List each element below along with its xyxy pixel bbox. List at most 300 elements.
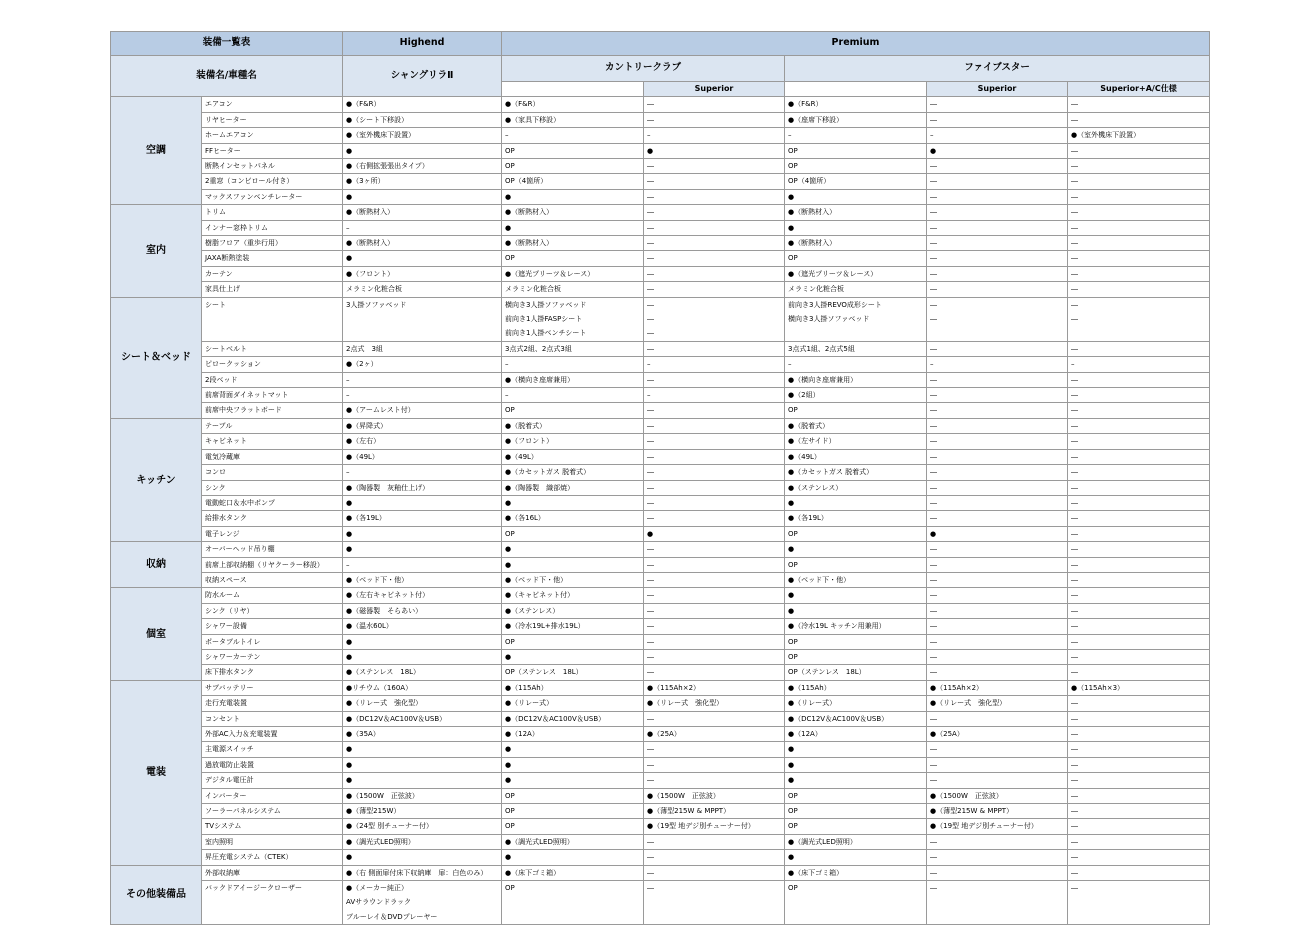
value-cell-five-star: ● — [785, 850, 927, 865]
value-cell-country-superior: ●（25A） — [644, 727, 785, 742]
value-cell-country-superior: ― — [644, 511, 785, 526]
value-cell-shangri-la: ●（薄型215W） — [343, 804, 502, 819]
value-cell-five-superior-ac: ― — [1068, 711, 1210, 726]
value-cell-five-star: ●（断熱材入） — [785, 236, 927, 251]
table-row — [111, 819, 1210, 834]
value-cell-country-superior: ― — [644, 495, 785, 510]
table-row — [111, 418, 1210, 433]
value-cell-country-club: OP — [502, 251, 644, 266]
value-cell-country-superior: ― — [644, 850, 785, 865]
value-cell-shangri-la: ●（24型 別チューナー付） — [343, 819, 502, 834]
value-cell-five-superior: ― — [927, 189, 1068, 204]
value-cell-shangri-la: ●（昇降式） — [343, 418, 502, 433]
value-cell-five-superior: ― — [927, 112, 1068, 127]
value-cell-five-superior-ac: ― — [1068, 341, 1210, 356]
value-cell-five-superior-ac: ― — [1068, 572, 1210, 587]
item-name: バックドアイージークローザー — [202, 881, 343, 925]
value-cell-five-superior: ― — [927, 742, 1068, 757]
value-cell-country-superior: ― — [644, 449, 785, 464]
value-cell-five-star: ●（横向き座席兼用） — [785, 372, 927, 387]
item-name: ソーラーパネルシステム — [202, 804, 343, 819]
value-cell-five-star: ● — [785, 220, 927, 235]
value-cell-country-club: ●（脱着式） — [502, 418, 644, 433]
value-cell-shangri-la: ● — [343, 773, 502, 788]
value-cell-five-superior-ac: ― — [1068, 372, 1210, 387]
value-cell-country-club: ●（調光式LED照明） — [502, 834, 644, 849]
value-cell-five-star: ●（2組） — [785, 388, 927, 403]
value-cell-country-club: ● — [502, 773, 644, 788]
value-cell-country-superior: ― — [644, 97, 785, 112]
value-cell-five-superior: ― — [927, 757, 1068, 772]
value-cell-five-superior: ― — [927, 159, 1068, 174]
item-name: 電気冷蔵庫 — [202, 449, 343, 464]
category-cell: 個室 — [111, 588, 202, 680]
value-cell-shangri-la: ●リチウム（160A） — [343, 680, 502, 695]
value-cell-country-superior: ― — [644, 465, 785, 480]
value-line: 前向き3人掛REVO成形シート — [788, 300, 882, 309]
value-cell-country-superior: ●（19型 地デジ別チューナー付） — [644, 819, 785, 834]
value-cell-country-superior: ― — [644, 480, 785, 495]
value-cell-five-superior-ac: ― — [1068, 495, 1210, 510]
value-cell-country-club: OP — [502, 819, 644, 834]
value-cell-country-superior: ●（リレー式 強化型） — [644, 696, 785, 711]
value-cell-country-superior: ― — [644, 220, 785, 235]
value-cell-five-superior-ac: ― — [1068, 542, 1210, 557]
value-cell-shangri-la: ●（温水60L） — [343, 619, 502, 634]
value-cell-shangri-la: ● — [343, 634, 502, 649]
value-cell-five-superior: ● — [927, 526, 1068, 541]
value-cell-country-club: メラミン化粧合板 — [502, 282, 644, 297]
item-name: 室内照明 — [202, 834, 343, 849]
value-cell-country-club — [502, 297, 644, 341]
value-cell-five-superior-ac: ●（室外機床下設置） — [1068, 128, 1210, 143]
value-cell-country-superior: ― — [644, 603, 785, 618]
table-row — [111, 480, 1210, 495]
table-row — [111, 711, 1210, 726]
value-cell-five-superior: ― — [927, 495, 1068, 510]
equipment-table — [110, 31, 1210, 925]
value-line: 前向き1人掛FASPシート — [505, 315, 583, 324]
value-cell-country-club: OP — [502, 143, 644, 158]
value-line: 3人掛ソファベッド — [346, 300, 407, 309]
value-cell-shangri-la: ●（1500W 正弦波） — [343, 788, 502, 803]
value-cell-shangri-la — [343, 297, 502, 341]
value-cell-five-superior-ac: ― — [1068, 757, 1210, 772]
value-cell-five-superior-ac: ― — [1068, 143, 1210, 158]
item-name: 2重窓（コンビロール付き） — [202, 174, 343, 189]
value-cell-country-superior: ― — [644, 266, 785, 281]
value-cell-five-superior-ac: ― — [1068, 511, 1210, 526]
value-cell-country-club: ● — [502, 189, 644, 204]
value-cell-country-superior: ― — [644, 159, 785, 174]
item-name: シンク（リヤ） — [202, 603, 343, 618]
value-cell-country-club: ● — [502, 850, 644, 865]
value-cell-country-superior: ― — [644, 557, 785, 572]
category-cell: 室内 — [111, 205, 202, 297]
value-cell-five-star: ●（49L） — [785, 449, 927, 464]
value-cell-country-superior: ●（115Ah×2） — [644, 680, 785, 695]
value-cell-shangri-la: ●（2ヶ） — [343, 357, 502, 372]
table-row — [111, 757, 1210, 772]
value-cell-shangri-la: – — [343, 372, 502, 387]
value-cell-country-club: ●（115Ah） — [502, 680, 644, 695]
value-cell-country-club: ●（F&R） — [502, 97, 644, 112]
value-cell-country-superior: ●（1500W 正弦波） — [644, 788, 785, 803]
value-cell-five-superior: ― — [927, 834, 1068, 849]
value-cell-five-star: OP（4箇所） — [785, 174, 927, 189]
value-cell-five-superior: ― — [927, 388, 1068, 403]
table-row — [111, 727, 1210, 742]
category-cell: シート＆ベッド — [111, 297, 202, 418]
item-name: JAXA断熱塗装 — [202, 251, 343, 266]
value-cell-shangri-la: ●（フロント） — [343, 266, 502, 281]
value-line: ― — [930, 884, 938, 893]
value-cell-shangri-la: ●（ベッド下・他） — [343, 572, 502, 587]
value-cell-country-superior: ― — [644, 542, 785, 557]
value-cell-five-superior: ― — [927, 603, 1068, 618]
model-country-club: カントリークラブ — [502, 56, 785, 82]
value-cell-country-club: ●（ステンレス） — [502, 603, 644, 618]
table-row — [111, 557, 1210, 572]
item-name: 防水ルーム — [202, 588, 343, 603]
value-line: ― — [647, 315, 655, 324]
value-cell-country-superior: ― — [644, 236, 785, 251]
value-cell-five-superior: ― — [927, 557, 1068, 572]
value-line: ― — [1071, 884, 1079, 893]
value-cell-five-superior: ●（1500W 正弦波） — [927, 788, 1068, 803]
item-name: キャビネット — [202, 434, 343, 449]
value-cell-country-superior: ― — [644, 865, 785, 880]
category-cell: その他装備品 — [111, 865, 202, 925]
item-name: 給排水タンク — [202, 511, 343, 526]
value-cell-five-superior-ac: ― — [1068, 251, 1210, 266]
value-cell-country-club: ●（横向き座席兼用） — [502, 372, 644, 387]
item-name: インナー窓枠トリム — [202, 220, 343, 235]
value-cell-five-superior: ― — [927, 665, 1068, 680]
value-cell-five-superior: – — [927, 128, 1068, 143]
value-cell-shangri-la: ●（左右） — [343, 434, 502, 449]
value-cell-shangri-la: – — [343, 557, 502, 572]
item-name: シート — [202, 297, 343, 341]
value-cell-country-club: OP — [502, 634, 644, 649]
value-cell-shangri-la: ●（リレー式 強化型） — [343, 696, 502, 711]
item-name: FFヒーター — [202, 143, 343, 158]
value-cell-shangri-la: ● — [343, 251, 502, 266]
value-cell-country-club: ●（フロント） — [502, 434, 644, 449]
item-name: コンロ — [202, 465, 343, 480]
value-cell-country-superior: ― — [644, 742, 785, 757]
table-row — [111, 236, 1210, 251]
value-cell-five-superior-ac: ― — [1068, 236, 1210, 251]
table-row — [111, 174, 1210, 189]
item-name: オーバーヘッド吊り棚 — [202, 542, 343, 557]
value-cell-five-superior: ― — [927, 465, 1068, 480]
value-cell-five-star: OP — [785, 159, 927, 174]
value-cell-five-star: OP — [785, 557, 927, 572]
value-cell-country-superior: ― — [644, 711, 785, 726]
value-cell-country-club — [502, 881, 644, 925]
value-cell-five-superior: ― — [927, 480, 1068, 495]
table-row — [111, 372, 1210, 387]
value-cell-shangri-la — [343, 881, 502, 925]
value-cell-five-superior-ac: ― — [1068, 449, 1210, 464]
value-cell-five-superior-ac: ― — [1068, 865, 1210, 880]
value-cell-country-superior: – — [644, 357, 785, 372]
value-cell-five-star: – — [785, 128, 927, 143]
item-name: 走行充電装置 — [202, 696, 343, 711]
item-name: シャワー設備 — [202, 619, 343, 634]
value-cell-shangri-la: ●（調光式LED照明） — [343, 834, 502, 849]
value-cell-country-superior: ― — [644, 572, 785, 587]
value-cell-five-superior-ac: ― — [1068, 174, 1210, 189]
table-row — [111, 357, 1210, 372]
value-cell-shangri-la: ●（シート下移設） — [343, 112, 502, 127]
table-row — [111, 742, 1210, 757]
value-cell-country-club: – — [502, 128, 644, 143]
value-cell-five-star: ● — [785, 742, 927, 757]
value-line: OP — [505, 884, 515, 893]
item-name: 電子レンジ — [202, 526, 343, 541]
item-name: 収納スペース — [202, 572, 343, 587]
value-cell-five-superior-ac: ― — [1068, 804, 1210, 819]
value-cell-country-superior: ― — [644, 372, 785, 387]
value-cell-five-star: ● — [785, 773, 927, 788]
value-cell-shangri-la: – — [343, 465, 502, 480]
value-cell-five-star: ● — [785, 542, 927, 557]
value-cell-five-superior-ac: ●（115Ah×3） — [1068, 680, 1210, 695]
value-cell-five-star — [785, 297, 927, 341]
value-cell-shangri-la: ● — [343, 649, 502, 664]
item-name: デジタル電圧計 — [202, 773, 343, 788]
value-cell-five-star: OP — [785, 526, 927, 541]
value-cell-five-superior: – — [927, 357, 1068, 372]
table-row — [111, 159, 1210, 174]
value-cell-country-club: ●（各16L） — [502, 511, 644, 526]
item-name: ピロークッション — [202, 357, 343, 372]
value-cell-five-superior: ― — [927, 282, 1068, 297]
value-cell-five-star: ●（リレー式） — [785, 696, 927, 711]
value-cell-five-superior-ac: ― — [1068, 266, 1210, 281]
value-line: ブルーレイ＆DVDプレーヤー — [346, 912, 438, 921]
value-cell-country-club: ●（冷水19L+排水19L） — [502, 619, 644, 634]
value-line: 横向き3人掛ソファベッド — [788, 315, 870, 324]
category-cell: キッチン — [111, 418, 202, 541]
value-cell-five-superior: ― — [927, 711, 1068, 726]
value-cell-five-star: ● — [785, 757, 927, 772]
value-cell-country-superior: ― — [644, 773, 785, 788]
value-cell-country-club: OP（ステンレス 18L） — [502, 665, 644, 680]
value-cell-shangri-la: ●（室外機床下設置） — [343, 128, 502, 143]
category-cell: 電装 — [111, 680, 202, 865]
value-cell-five-superior-ac: ― — [1068, 418, 1210, 433]
table-row — [111, 619, 1210, 634]
value-cell-five-star: ●（カセットガス 脱着式） — [785, 465, 927, 480]
table-row — [111, 865, 1210, 880]
value-cell-country-superior: ― — [644, 174, 785, 189]
table-row — [111, 788, 1210, 803]
item-name: エアコン — [202, 97, 343, 112]
value-cell-five-superior: ― — [927, 865, 1068, 880]
value-cell-country-superior: ― — [644, 434, 785, 449]
value-cell-five-superior: ― — [927, 220, 1068, 235]
value-cell-five-superior-ac: ― — [1068, 619, 1210, 634]
value-cell-five-superior: ●（25A） — [927, 727, 1068, 742]
item-name: 断熱インセットパネル — [202, 159, 343, 174]
value-cell-shangri-la: – — [343, 388, 502, 403]
table-row — [111, 511, 1210, 526]
value-cell-country-club: ●（断熱材入） — [502, 236, 644, 251]
value-cell-country-club: ●（ベッド下・他） — [502, 572, 644, 587]
value-cell-five-superior: ― — [927, 773, 1068, 788]
value-cell-shangri-la: ●（35A） — [343, 727, 502, 742]
table-row — [111, 189, 1210, 204]
value-cell-five-superior-ac: ― — [1068, 159, 1210, 174]
table-row — [111, 834, 1210, 849]
grade-five-superior-ac: Superior+A/C仕様 — [1068, 82, 1210, 97]
value-cell-five-superior: ― — [927, 649, 1068, 664]
value-line: ― — [1071, 315, 1079, 324]
value-cell-country-superior: ― — [644, 634, 785, 649]
grade-five-superior: Superior — [927, 82, 1068, 97]
value-cell-country-club: ● — [502, 220, 644, 235]
table-row — [111, 603, 1210, 618]
value-cell-country-club: 3点式2組、2点式3組 — [502, 341, 644, 356]
item-name: ホームエアコン — [202, 128, 343, 143]
value-cell-five-superior: ― — [927, 97, 1068, 112]
value-cell-country-club: – — [502, 357, 644, 372]
value-cell-country-superior: ― — [644, 112, 785, 127]
value-cell-five-superior: ― — [927, 588, 1068, 603]
value-cell-five-superior-ac: – — [1068, 357, 1210, 372]
value-cell-country-club: OP — [502, 159, 644, 174]
table-row — [111, 297, 1210, 341]
value-line: ― — [647, 329, 655, 338]
value-cell-five-superior-ac: ― — [1068, 834, 1210, 849]
value-line: ― — [930, 300, 938, 309]
item-name: 床下排水タンク — [202, 665, 343, 680]
value-cell-five-star: ●（12A） — [785, 727, 927, 742]
value-cell-five-superior-ac: ― — [1068, 465, 1210, 480]
table-row — [111, 128, 1210, 143]
group-premium: Premium — [502, 32, 1210, 56]
table-row — [111, 434, 1210, 449]
value-cell-country-superior — [644, 881, 785, 925]
value-line: OP — [788, 884, 798, 893]
item-name: 外部AC入力＆充電装置 — [202, 727, 343, 742]
value-cell-five-superior: ― — [927, 434, 1068, 449]
value-cell-shangri-la: ● — [343, 526, 502, 541]
value-cell-five-superior: ― — [927, 850, 1068, 865]
item-name: トリム — [202, 205, 343, 220]
value-cell-country-superior: ― — [644, 403, 785, 418]
item-name: サブバッテリー — [202, 680, 343, 695]
item-name: 前席上部収納棚（リヤクーラー移設） — [202, 557, 343, 572]
category-cell: 収納 — [111, 542, 202, 588]
item-name: 昇圧充電システム（CTEK） — [202, 850, 343, 865]
value-cell-shangri-la: ● — [343, 542, 502, 557]
value-cell-shangri-la: ●（陶器製 灰釉仕上げ） — [343, 480, 502, 495]
value-cell-five-star: OP — [785, 649, 927, 664]
value-cell-five-star: ●（調光式LED照明） — [785, 834, 927, 849]
value-cell-five-superior-ac: ― — [1068, 189, 1210, 204]
value-cell-five-superior-ac: ― — [1068, 112, 1210, 127]
item-name: 2段ベッド — [202, 372, 343, 387]
value-cell-five-superior: ― — [927, 449, 1068, 464]
value-cell-shangri-la: ● — [343, 757, 502, 772]
value-cell-country-club: ●（断熱材入） — [502, 205, 644, 220]
value-cell-five-star: ●（断熱材入） — [785, 205, 927, 220]
value-line: ― — [647, 884, 655, 893]
item-name: カーテン — [202, 266, 343, 281]
value-cell-five-superior-ac: ― — [1068, 588, 1210, 603]
value-cell-five-star: ●（床下ゴミ箱） — [785, 865, 927, 880]
table-row — [111, 220, 1210, 235]
value-cell-five-superior-ac: ― — [1068, 773, 1210, 788]
value-cell-five-superior-ac: ― — [1068, 220, 1210, 235]
value-cell-shangri-la: ●（各19L） — [343, 511, 502, 526]
value-cell-five-superior-ac — [1068, 297, 1210, 341]
value-cell-country-superior: ― — [644, 282, 785, 297]
value-cell-five-star: ● — [785, 189, 927, 204]
value-cell-five-star: ●（115Ah） — [785, 680, 927, 695]
item-name: 外部収納庫 — [202, 865, 343, 880]
value-cell-country-club: ● — [502, 557, 644, 572]
value-cell-five-superior: ― — [927, 619, 1068, 634]
header-row-1 — [111, 32, 1210, 56]
value-cell-shangri-la: ●（左右キャビネット付） — [343, 588, 502, 603]
value-line: ●（メーカー純正） — [346, 884, 408, 893]
grade-country-superior: Superior — [644, 82, 785, 97]
table-row — [111, 143, 1210, 158]
table-row — [111, 680, 1210, 695]
value-cell-five-superior: ― — [927, 251, 1068, 266]
table-row — [111, 696, 1210, 711]
value-cell-five-superior: ● — [927, 143, 1068, 158]
value-cell-five-star: ●（DC12V＆AC100V＆USB） — [785, 711, 927, 726]
item-name: 電動蛇口＆水中ポンプ — [202, 495, 343, 510]
value-cell-shangri-la: ●（F&R） — [343, 97, 502, 112]
value-cell-country-club: ● — [502, 757, 644, 772]
value-cell-five-star: OP — [785, 143, 927, 158]
item-name: リヤヒーター — [202, 112, 343, 127]
value-cell-five-superior: ― — [927, 572, 1068, 587]
value-cell-shangri-la: ●（断熱材入） — [343, 205, 502, 220]
value-cell-country-club: – — [502, 388, 644, 403]
table-row — [111, 266, 1210, 281]
value-cell-five-star: ● — [785, 588, 927, 603]
value-cell-country-superior: ― — [644, 757, 785, 772]
value-cell-five-superior-ac: ― — [1068, 557, 1210, 572]
value-line: AVサラウンドラック — [346, 898, 412, 907]
table-row — [111, 341, 1210, 356]
value-cell-shangri-la: メラミン化粧合板 — [343, 282, 502, 297]
value-cell-five-star: – — [785, 357, 927, 372]
value-line: ― — [1071, 300, 1079, 309]
table-row — [111, 850, 1210, 865]
value-cell-five-superior: ― — [927, 511, 1068, 526]
table-row — [111, 388, 1210, 403]
value-cell-five-star: OP — [785, 788, 927, 803]
table-row — [111, 97, 1210, 112]
value-line: ― — [930, 315, 938, 324]
item-name: マックスファンベンチレーター — [202, 189, 343, 204]
value-cell-five-star: OP — [785, 634, 927, 649]
value-cell-five-superior-ac: ― — [1068, 205, 1210, 220]
value-cell-country-superior: – — [644, 388, 785, 403]
table-row — [111, 542, 1210, 557]
value-cell-country-club: ●（陶器製 織部焼） — [502, 480, 644, 495]
value-cell-country-superior — [644, 297, 785, 341]
